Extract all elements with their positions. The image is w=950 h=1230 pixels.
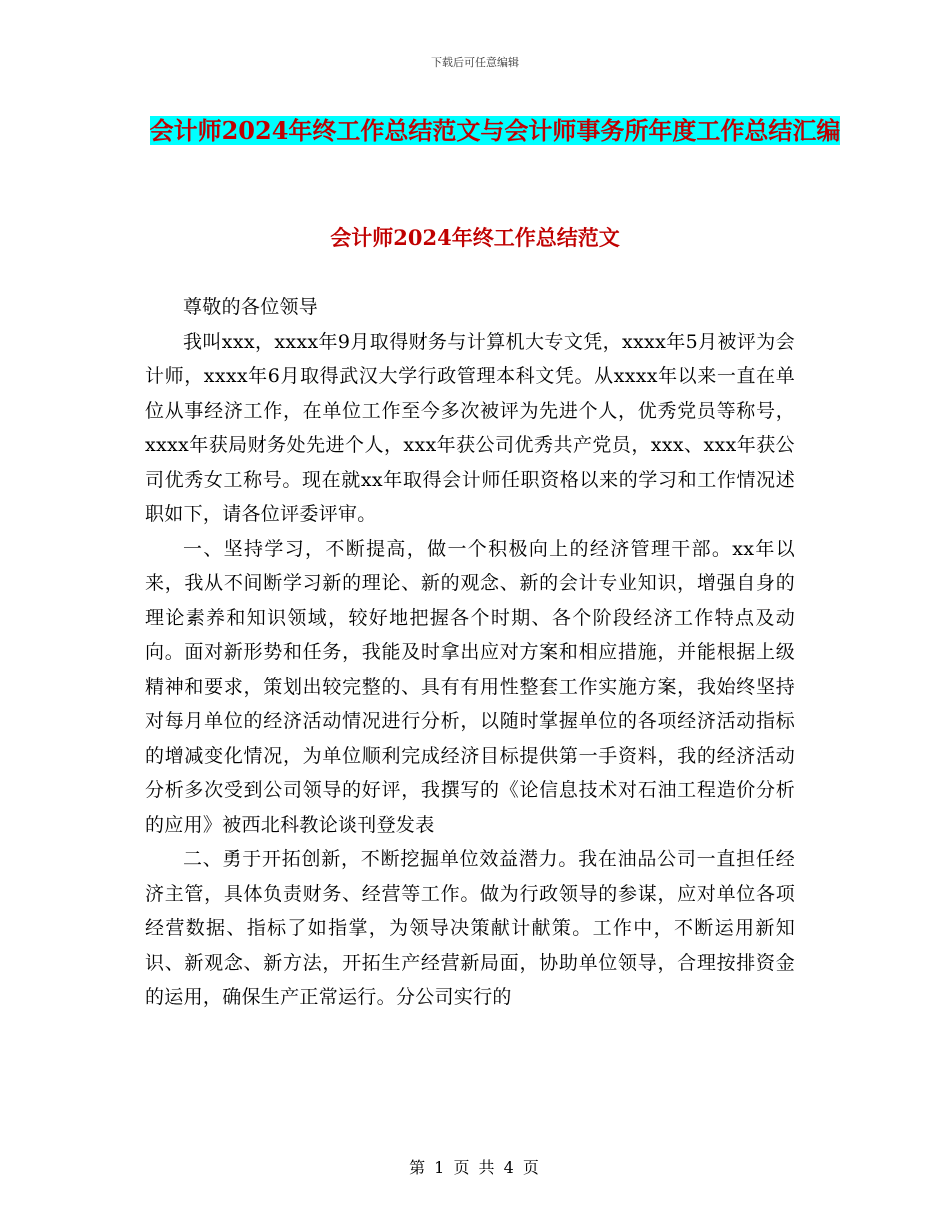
salutation: 尊敬的各位领导 [183,296,319,318]
section-title: 会计师2024年终工作总结范文 [330,225,620,250]
document-body [145,290,795,1015]
document-title-text: 会计师2024年终工作总结范文与会计师事务所年度工作总结汇编 [149,116,841,145]
paragraph-intro: 我叫xxx，xxxx年9月取得财务与计算机大专文凭，xxxx年5月被评为会计师，xxxx年6月取得武汉大学行政管理本科文凭。从xxxx年以来一直在单位从事经济工作，在单位工作至今多次被评为先进个人，优秀党员等称号，xxxx年获局财务处先进个人，xxx年获公司优秀共产党员，xxx、xxx年获公司优秀女工称号。现在就xx年取得会计师任职资格以来的学习和工作情况述职如下，请各位评委评审。 [145,330,795,525]
page-footer: 第 1 页 共 4 页 [409,1158,541,1177]
header-note: 下载后可任意编辑 [431,56,519,69]
paragraph-section-2: 二、勇于开拓创新，不断挖掘单位效益潜力。我在油品公司一直担任经济主管，具体负责财务、经营等工作。做为行政领导的参谋，应对单位各项经营数据、指标了如指掌，为领导决策献计献策。工作中，不断运用新知识、新观念、新方法，开拓生产经营新局面，协助单位领导，合理按排资金的运用，确保生产正常运行。分公司实行的 [145,848,795,1008]
document-title [145,106,845,156]
paragraph-section-1: 一、坚持学习，不断提高，做一个积极向上的经济管理干部。xx年以来，我从不间断学习新的理论、新的观念、新的会计专业知识，增强自身的理论素养和知识领域，较好地把握各个时期、各个阶段经济工作特点及动向。面对新形势和任务，我能及时拿出应对方案和相应措施，并能根据上级精神和要求，策划出较完整的、具有有用性整套工作实施方案，我始终坚持对每月单位的经济活动情况进行分析，以随时掌握单位的各项经济活动指标的增减变化情况，为单位顺利完成经济目标提供第一手资料，我的经济活动分析多次受到公司领导的好评，我撰写的《论信息技术对石油工程造价分析的应用》被西北科教论谈刊登发表 [145,537,795,836]
